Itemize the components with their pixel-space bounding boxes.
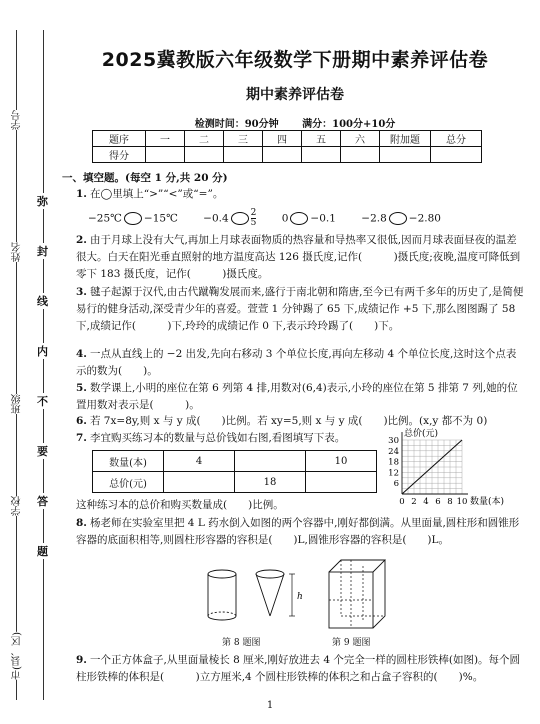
answer-circle[interactable]: [389, 212, 407, 225]
question-5: [76, 380, 526, 414]
height-label: h: [297, 592, 303, 602]
question-number: 4.: [76, 348, 87, 360]
fraction-denominator: 5: [250, 218, 257, 228]
seal-char: 封: [37, 245, 48, 258]
question-text: 由于月球上没有大气,再加上月球表面物质的热容量和导热率又很低,因而月球表面昼夜的温差很大。白天在阳光垂直照射的地方温度高达 126 摄氏度,记作( )摄氏度;夜晚,温度可降低到零下 183 摄氏度，记作( )摄氏度。: [76, 234, 521, 280]
comparison-item: [282, 212, 336, 225]
question-2: [76, 232, 526, 283]
cylinder-shape: [208, 570, 236, 620]
seal-char: 弥: [37, 195, 48, 208]
question-number: 1.: [76, 188, 87, 200]
chart-ylabel: 总价(元): [404, 429, 439, 439]
answer-circle[interactable]: [290, 212, 308, 225]
exam-subtitle: 期中素养评估卷: [246, 87, 344, 103]
score-table-score-row: [93, 147, 482, 163]
chart-x-tick-label: 6: [435, 497, 441, 506]
score-header: 二: [185, 131, 224, 147]
score-header: 总分: [431, 131, 482, 147]
chart-y-tick-label: 12: [388, 468, 399, 479]
score-header: 六: [341, 131, 380, 147]
exam-meta: [60, 115, 530, 130]
question-number: 8.: [76, 517, 87, 529]
height-marker: [289, 574, 295, 616]
city-label: 市(县、区): [12, 632, 23, 680]
comparison-item: [88, 212, 178, 225]
q7-table: [92, 450, 377, 493]
q7-cell[interactable]: [306, 472, 377, 493]
student-id-label: 学号: [12, 110, 23, 130]
score-table: [92, 130, 482, 163]
score-cell[interactable]: [302, 147, 341, 163]
compare-left: −2.8: [361, 212, 387, 225]
score-cell[interactable]: [263, 147, 302, 163]
price-chart: [380, 428, 535, 506]
fraction: [251, 209, 257, 228]
exam-time: 检测时间：90分钟: [194, 119, 279, 130]
question-text: 这种练习本的总价和购买数量成( )比例。: [76, 499, 284, 511]
seal-char: 要: [37, 445, 48, 458]
seal-char: 答: [37, 495, 48, 508]
comparison-row: [88, 209, 463, 228]
chart-xlabel: 数量(本): [470, 497, 505, 506]
q7-cell[interactable]: [164, 472, 235, 493]
seal-char: 不: [37, 395, 48, 408]
cone-shape: [256, 570, 284, 616]
chart-y-tick-label: 24: [388, 446, 399, 457]
question-7: [76, 430, 376, 447]
chart-x-tick-label: 4: [423, 497, 429, 506]
question-9: [76, 652, 526, 686]
compare-left: −25℃: [88, 212, 122, 225]
question-3: [76, 284, 526, 335]
page-number: 1: [266, 700, 274, 711]
question-number: 6.: [76, 415, 87, 427]
class-label: 班级: [12, 394, 23, 414]
question-7-followup: [76, 497, 376, 514]
question-number: 9.: [76, 654, 87, 666]
question-text: 数学课上,小明的座位在第 6 列第 4 排,用数对(6,4)表示,小玲的座位在第 5 排第 7 列,她的位置用数对表示是( )。: [76, 382, 518, 411]
answer-circle[interactable]: [231, 212, 249, 225]
score-cell[interactable]: [146, 147, 185, 163]
q7-row: [93, 472, 377, 493]
question-text: 在◯里填上“>”“<”或“=”。: [89, 188, 224, 200]
score-table-header-row: [93, 131, 482, 147]
question-text: 一个正方体盒子,从里面量棱长 8 厘米,刚好放进去 4 个完全一样的圆柱形铁棒(如图)。每个圆柱形铁棒的体积是( )立方厘米,4 个圆柱形铁棒的体积之和占盒子容积的( )%。: [76, 654, 521, 683]
score-cell[interactable]: [431, 147, 482, 163]
q7-row: [93, 451, 377, 472]
question-text: 李宜购买练习本的数量与总价钱如右图,看图填写下表。: [89, 432, 346, 444]
binding-line-inner: [43, 30, 44, 700]
binding-line-outer: [16, 30, 17, 700]
score-cell[interactable]: [224, 147, 263, 163]
question-text: 若 7x=8y,则 x 与 y 成( )比例。若 xy=5,则 x 与 y 成( )比例。(x,y 都不为 0): [89, 415, 488, 427]
q7-cell[interactable]: 4: [164, 451, 235, 472]
q7-cell[interactable]: 10: [306, 451, 377, 472]
q7-cell[interactable]: [235, 451, 306, 472]
chart-y-tick-label: 6: [393, 479, 399, 490]
compare-right: −0.1: [310, 212, 336, 225]
q8-caption: 第 8 题图: [222, 638, 261, 648]
seal-char: 题: [37, 545, 48, 558]
compare-right: −15℃: [143, 212, 178, 225]
seal-char: 线: [37, 295, 48, 308]
question-number: 3.: [76, 286, 87, 298]
score-header: 题序: [93, 131, 146, 147]
question-1: [76, 186, 526, 203]
score-header: 附加题: [380, 131, 431, 147]
score-header: 五: [302, 131, 341, 147]
chart-y-tick-label: 30: [388, 436, 399, 446]
cube-shape: [329, 560, 385, 628]
question-4: [76, 346, 526, 380]
q7-row-label: 数量(本): [93, 451, 164, 472]
score-row-label: 得分: [93, 147, 146, 163]
section-heading: 一、填空题。(每空 1 分,共 20 分): [62, 172, 228, 184]
q7-row-label: 总价(元): [93, 472, 164, 493]
comparison-item: [361, 212, 441, 225]
question-text: 毽子起源于汉代,由古代蹴鞠发展而来,盛行于南北朝和隋唐,至今已有两千多年的历史了,是简便易行的健身活动,深受青少年的喜爱。萱萱 1 分钟踢了 65 下,成绩记作 +5 下,那么图图踢了 58 下,成绩记作( )下,玲玲的成绩记作 0 下,表示玲玲踢了( )下。: [76, 286, 524, 332]
score-cell[interactable]: [185, 147, 224, 163]
question-text: 一点从直线上的 −2 出发,先向右移动 3 个单位长度,再向左移动 4 个单位长度,这时这个点表示的数为( )。: [76, 348, 517, 377]
compare-right: −2.80: [408, 212, 441, 225]
question-text: 杨老师在实验室里把 4 L 药水倒入如图的两个容器中,刚好都倒满。从里面量,圆柱形和圆锥形容器的底面积相等,则圆柱形容器的容积是( )L,圆锥形容器的容积是( )L。: [76, 517, 520, 546]
question-number: 2.: [76, 234, 87, 246]
q7-cell[interactable]: 18: [235, 472, 306, 493]
q9-figure: [325, 556, 391, 634]
score-cell[interactable]: [341, 147, 380, 163]
q8-figure: [200, 566, 310, 628]
school-label: 学校: [12, 496, 23, 516]
question-number: 7.: [76, 432, 87, 444]
exam-title: 2025冀教版六年级数学下册期中素养评估卷: [101, 49, 489, 71]
chart-x-tick-label: 0: [399, 497, 405, 506]
score-cell[interactable]: [380, 147, 431, 163]
chart-x-tick-label: 2: [411, 497, 417, 506]
seal-char: 内: [37, 345, 48, 358]
compare-left: 0: [281, 212, 289, 225]
compare-left: −0.4: [203, 212, 229, 225]
chart-x-tick-label: 10: [456, 497, 468, 506]
chart-x-tick-label: 8: [447, 497, 453, 506]
score-header: 三: [224, 131, 263, 147]
rods-shape: [329, 560, 385, 628]
q9-caption: 第 9 题图: [332, 638, 371, 648]
question-number: 5.: [76, 382, 87, 394]
question-8: [76, 515, 526, 549]
exam-full-score: 满分：100分+10分: [302, 119, 396, 130]
name-label: 姓名: [12, 242, 23, 262]
score-header: 一: [146, 131, 185, 147]
answer-circle[interactable]: [124, 212, 142, 225]
score-header: 四: [263, 131, 302, 147]
comparison-item: [203, 209, 256, 228]
fraction-numerator: 2: [250, 208, 257, 218]
chart-y-tick-label: 18: [388, 457, 399, 468]
